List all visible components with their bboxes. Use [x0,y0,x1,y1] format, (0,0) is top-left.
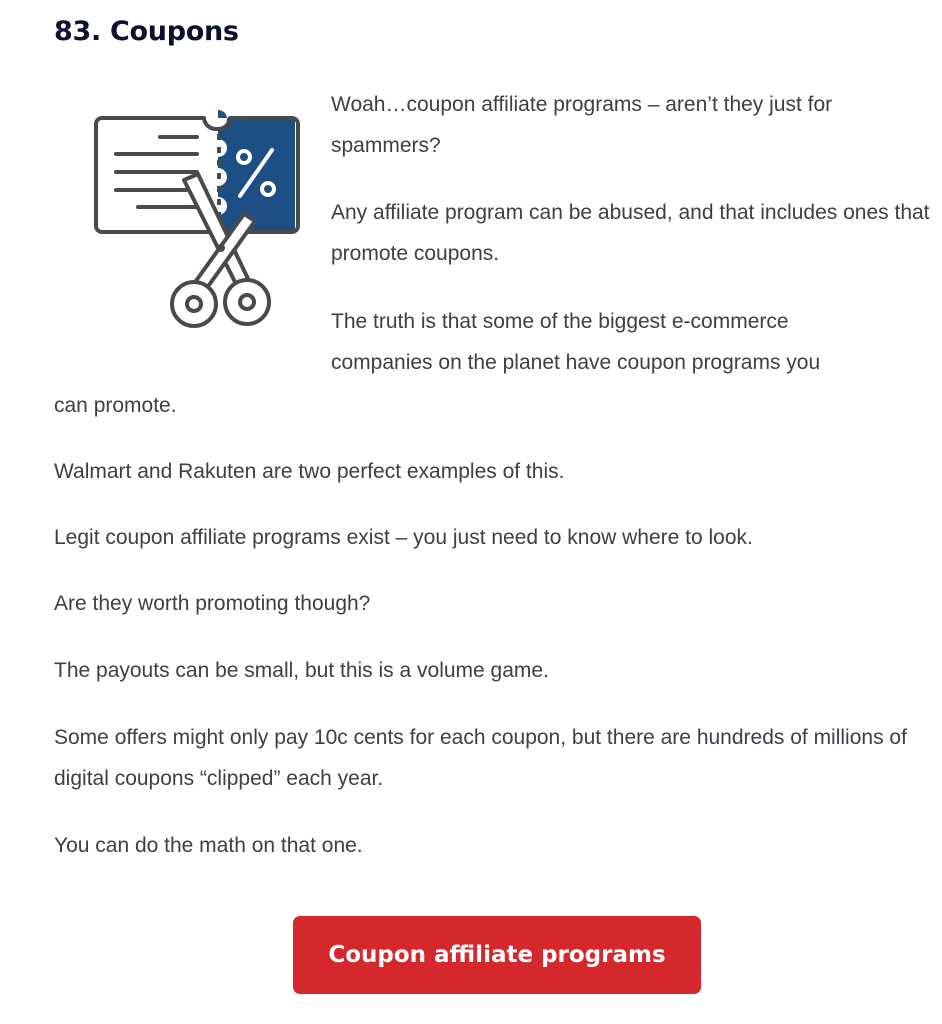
paragraph-truth-line-1: The truth is that some of the biggest e-commerce [331,310,789,333]
paragraph-intro-spammers: Woah…coupon affiliate programs – aren’t they just for spammers? [331,93,833,157]
coupon-scissors-icon [54,86,334,346]
paragraph-legit: Legit coupon affiliate programs exist – you just need to know where to look. [54,526,753,549]
paragraph-truth-line-2: companies on the planet have coupon programs you [331,351,821,374]
paragraph-abuse: Any affiliate program can be abused, and that includes ones that promote coupons. [331,201,930,265]
paragraph-examples: Walmart and Rakuten are two perfect examples of this. [54,460,565,483]
paragraph-math: You can do the math on that one. [54,834,363,857]
coupon-affiliate-programs-button[interactable]: Coupon affiliate programs [293,916,701,994]
paragraph-offers: Some offers might only pay 10c cents for each coupon, but there are hundreds of millions of digital coupons “clipped” each year. [54,726,907,790]
section-title: 83. Coupons [54,16,239,47]
paragraph-worth: Are they worth promoting though? [54,592,371,615]
paragraph-truth-line-3: can promote. [54,394,177,417]
paragraph-payouts: The payouts can be small, but this is a volume game. [54,659,549,682]
